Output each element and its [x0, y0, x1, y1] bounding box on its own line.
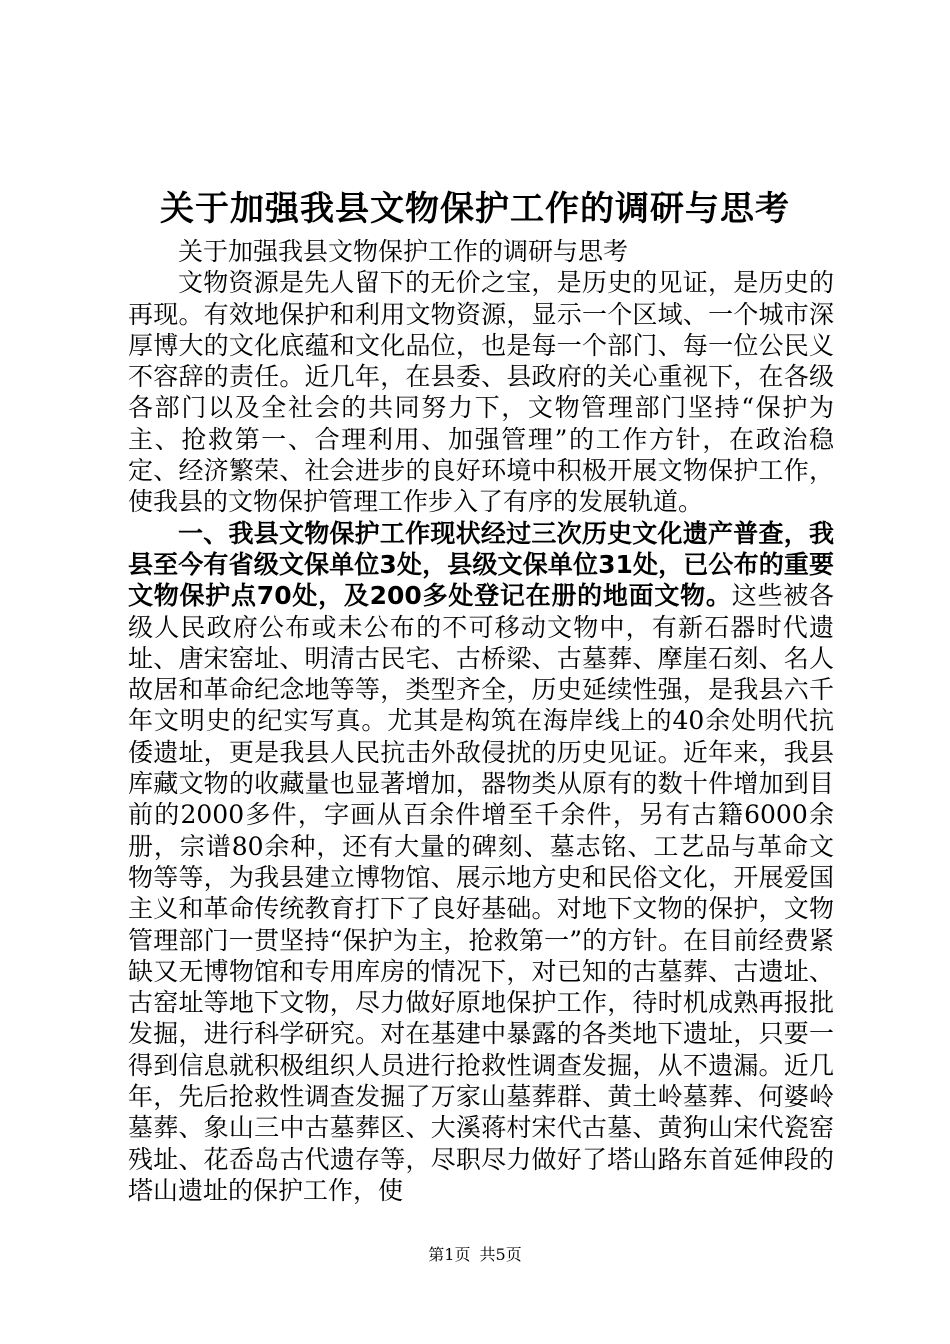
subtitle-paragraph: 关于加强我县文物保护工作的调研与思考: [178, 237, 629, 266]
section-1-body: 这些被各级人民政府公布或未公布的不可移动文物中，有新石器时代遗址、唐宋窑址、明清古民宅、古桥梁、古墓葬、摩崖石刻、名人故居和革命纪念地等等，类型齐全，历史延续性强，是我县六千年文明史的纪实写真。尤其是构筑在海岸线上的40余处明代抗倭遗址，更是我县人民抗击外敌侵扰的历史见证。近年来，我县库藏文物的收藏量也显著增加，器物类从原有的数十件增加到目前的2000多件，字画从百余件增至千余件，另有古籍6000余册，宗谱80余种，还有大量的碑刻、墓志铭、工艺品与革命文物等等，为我县建立博物馆、展示地方史和民俗文化，开展爱国主义和革命传统教育打下了良好基础。对地下文物的保护，文物管理部门一贯坚持“保护为主，抢救第一”的方针。在目前经费紧缺又无博物馆和专用库房的情况下，对已知的古墓葬、古遗址、古窑址等地下文物，尽力做好原地保护工作，待时机成熟再报批发掘，进行科学研究。对在基建中暴露的各类地下遗址，只要一得到信息就积极组织人员进行抢救性调查发掘，从不遗漏。近几年，先后抢救性调查发掘了万家山墓葬群、黄土岭墓葬、何婆岭墓葬、象山三中古墓葬区、大溪蒋村宋代古墓、黄狗山宋代瓷窑残址、花岙岛古代遗存等，尽职尽力做好了塔山路东首延伸段的塔山遗址的保护工作，使: [128, 581, 834, 1205]
total-pages: 共5页: [479, 1245, 522, 1264]
page-footer: [0, 1245, 950, 1265]
document-body: [128, 236, 834, 1206]
intro-paragraph: 文物资源是先人留下的无价之宝，是历史的见证，是历史的再现。有效地保护和利用文物资源，显示一个区域、一个城市深厚博大的文化底蕴和文化品位，也是每一个部门、每一位公民义不容辞的责任。近几年，在县委、县政府的关心重视下，在各级各部门以及全社会的共同努力下，文物管理部门坚持“保护为主、抢救第一、合理利用、加强管理”的工作方针，在政治稳定、经济繁荣、社会进步的良好环境中积极开展文物保护工作，使我县的文物保护管理工作步入了有序的发展轨道。: [128, 268, 834, 517]
section-1-heading: 一、我县文物保护工作现状经过三次历史文化遗产普查，我县至今有省级文保单位3处，县级文保单位31处，已公布的重要文物保护点70处，及200多处登记在册的地面文物。: [128, 518, 834, 611]
page-number: 第1页: [428, 1245, 471, 1264]
section-1-paragraph: [128, 518, 834, 1207]
document-title: 关于加强我县文物保护工作的调研与思考: [160, 189, 790, 229]
